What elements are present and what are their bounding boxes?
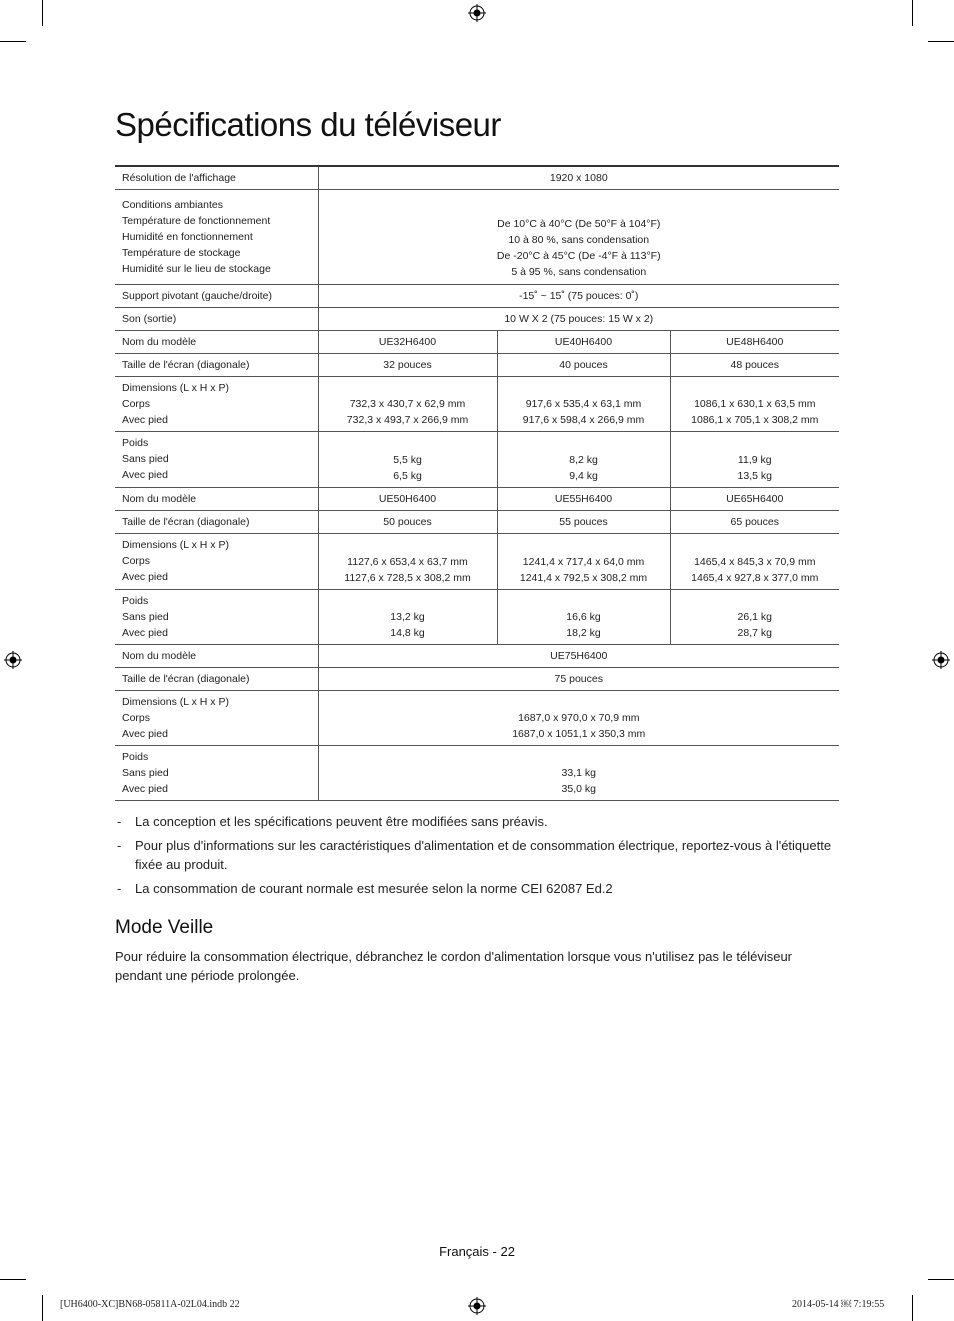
row-label: Nom du modèle (115, 644, 318, 667)
model-cell: UE40H6400 (497, 330, 670, 353)
size-cell: 50 pouces (318, 510, 497, 533)
dimension-cell: 1241,4 x 717,4 x 64,0 mm 1241,4 x 792,5 x 308,2 mm (497, 533, 670, 589)
weight-cell: 13,2 kg 14,8 kg (318, 589, 497, 644)
model-cell: UE55H6400 (497, 487, 670, 510)
crop-mark (928, 41, 954, 42)
table-row (115, 284, 839, 307)
dimension-cell: 917,6 x 535,4 x 63,1 mm 917,6 x 598,4 x 266,9 mm (497, 376, 670, 431)
footer-file: [UH6400-XC]BN68-05811A-02L04.indb 22 (60, 1299, 240, 1310)
row-label: Poids Sans pied Avec pied (115, 745, 318, 800)
dimension-cell: 1127,6 x 653,4 x 63,7 mm 1127,6 x 728,5 x 308,2 mm (318, 533, 497, 589)
registration-mark-icon (468, 1297, 486, 1315)
model-cell: UE48H6400 (670, 330, 839, 353)
table-row (115, 510, 839, 533)
table-row (115, 330, 839, 353)
table-row (115, 589, 839, 644)
model-cell: UE50H6400 (318, 487, 497, 510)
note-item: - La consommation de courant normale est mesurée selon la norme CEI 62087 Ed.2 (117, 881, 613, 896)
crop-mark (0, 41, 26, 42)
weight-cell: 8,2 kg 9,4 kg (497, 431, 670, 487)
standby-paragraph: Pour réduire la consommation électrique, débranchez le cordon d'alimentation lorsque vous n'utilisez pas le téléviseur pendant une période prolongée. (115, 949, 793, 983)
table-row (115, 487, 839, 510)
footer-date: 2014-05-14 ￼ 7:19:55 (792, 1299, 885, 1310)
table-row (115, 189, 839, 284)
table-row (115, 166, 839, 189)
weight-cell: 5,5 kg 6,5 kg (318, 431, 497, 487)
size-cell: 65 pouces (670, 510, 839, 533)
row-label: Poids Sans pied Avec pied (115, 431, 318, 487)
table-row (115, 431, 839, 487)
weight-cell: 33,1 kg 35,0 kg (318, 745, 839, 800)
registration-mark-icon (468, 4, 486, 22)
model-cell: UE65H6400 (670, 487, 839, 510)
note-item: - La conception et les spécifications peuvent être modifiées sans préavis. (117, 814, 548, 829)
row-label: Dimensions (L x H x P) Corps Avec pied (115, 690, 318, 745)
spec-table (115, 165, 839, 801)
page-title: Spécifications du téléviseur (115, 106, 501, 143)
crop-mark (912, 1295, 913, 1321)
row-label: Résolution de l'affichage (115, 166, 318, 189)
row-label: Dimensions (L x H x P) Corps Avec pied (115, 376, 318, 431)
table-row (115, 353, 839, 376)
crop-mark (42, 0, 43, 26)
row-value: 1920 x 1080 (318, 166, 839, 189)
section-heading: Mode Veille (115, 917, 214, 938)
size-cell: 55 pouces (497, 510, 670, 533)
row-label: Taille de l'écran (diagonale) (115, 667, 318, 690)
row-label: Taille de l'écran (diagonale) (115, 510, 318, 533)
crop-mark (0, 1279, 26, 1280)
row-label: Son (sortie) (115, 307, 318, 330)
dimension-cell: 1687,0 x 970,0 x 70,9 mm 1687,0 x 1051,1 x 350,3 mm (318, 690, 839, 745)
size-cell: 32 pouces (318, 353, 497, 376)
registration-mark-icon (4, 651, 22, 669)
row-value: -15˚ ~ 15˚ (75 pouces: 0˚) (318, 284, 839, 307)
table-row (115, 690, 839, 745)
crop-mark (912, 0, 913, 26)
model-cell: UE75H6400 (318, 644, 839, 667)
table-row (115, 644, 839, 667)
table-row (115, 376, 839, 431)
registration-mark-icon (932, 651, 950, 669)
size-cell: 75 pouces (318, 667, 839, 690)
dimension-cell: 1465,4 x 845,3 x 70,9 mm 1465,4 x 927,8 x 377,0 mm (670, 533, 839, 589)
notes-list (115, 812, 839, 903)
row-label: Taille de l'écran (diagonale) (115, 353, 318, 376)
model-cell: UE32H6400 (318, 330, 497, 353)
crop-mark (928, 1279, 954, 1280)
weight-cell: 16,6 kg 18,2 kg (497, 589, 670, 644)
dimension-cell: 732,3 x 430,7 x 62,9 mm 732,3 x 493,7 x 266,9 mm (318, 376, 497, 431)
table-row (115, 745, 839, 800)
row-label: Dimensions (L x H x P) Corps Avec pied (115, 533, 318, 589)
weight-cell: 26,1 kg 28,7 kg (670, 589, 839, 644)
row-value: 10 W X 2 (75 pouces: 15 W x 2) (318, 307, 839, 330)
page-number: Français - 22 (439, 1244, 515, 1259)
row-label: Support pivotant (gauche/droite) (115, 284, 318, 307)
row-label: Nom du modèle (115, 487, 318, 510)
note-item: - Pour plus d'informations sur les caractéristiques d'alimentation et de consommation électrique, reportez-vous à l'étiquette fixée au produit. (117, 838, 832, 872)
table-row (115, 533, 839, 589)
row-value: De 10°C à 40°C (De 50°F à 104°F) 10 à 80 %, sans condensation De -20°C à 45°C (De -4°F à 113°F) 5 à 95 %, sans condensation (318, 189, 839, 284)
table-row (115, 667, 839, 690)
row-label: Poids Sans pied Avec pied (115, 589, 318, 644)
weight-cell: 11,9 kg 13,5 kg (670, 431, 839, 487)
size-cell: 40 pouces (497, 353, 670, 376)
table-row (115, 307, 839, 330)
row-label: Nom du modèle (115, 330, 318, 353)
row-label: Conditions ambiantes Température de fonctionnement Humidité en fonctionnement Température de stockage Humidité sur le lieu de stockage (115, 189, 318, 284)
dimension-cell: 1086,1 x 630,1 x 63,5 mm 1086,1 x 705,1 x 308,2 mm (670, 376, 839, 431)
size-cell: 48 pouces (670, 353, 839, 376)
crop-mark (42, 1295, 43, 1321)
